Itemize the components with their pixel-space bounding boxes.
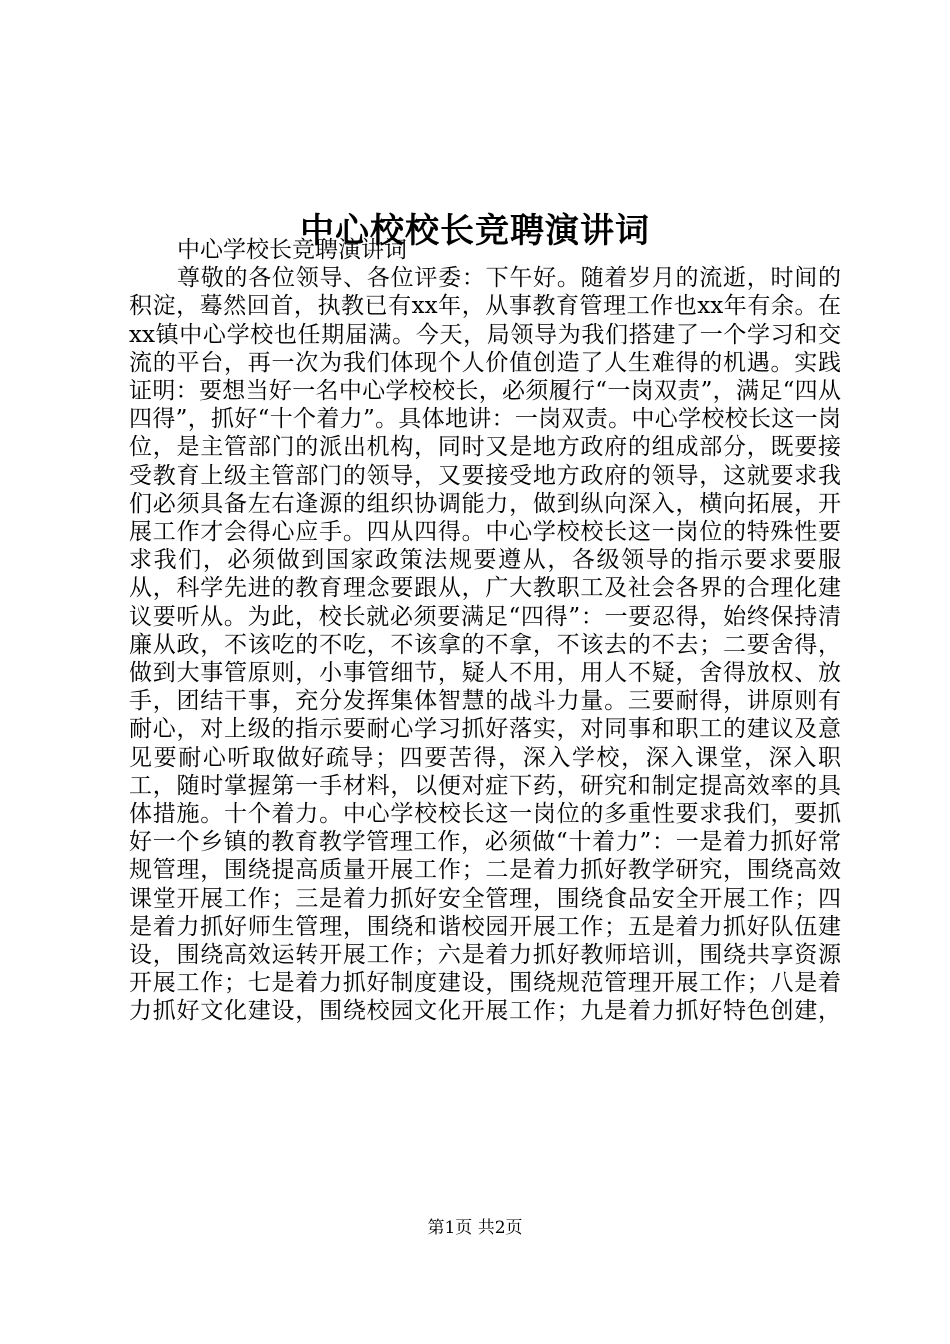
page-footer: 第1页 共2页 (427, 1218, 523, 1238)
document-body (129, 236, 841, 1026)
document-subtitle: 中心学校长竞聘演讲词 (177, 237, 407, 263)
body-paragraph: 尊敬的各位领导、各位评委：下午好。随着岁月的流逝，时间的积淀，蓦然回首，执教已有xx年，从事教育管理工作也xx年有余。在xx镇中心学校也任期届满。今天，局领导为我们搭建了一个学习和交流的平台，再一次为我们体现个人价值创造了人生难得的机遇。实践证明：要想当好一名中心学校校长，必须履行“一岗双责”，满足“四从四得”，抓好“十个着力”。具体地讲：一岗双责。中心学校校长这一岗位，是主管部门的派出机构，同时又是地方政府的组成部分，既要接受教育上级主管部门的领导，又要接受地方政府的领导，这就要求我们必须具备左右逢源的组织协调能力，做到纵向深入，横向拓展，开展工作才会得心应手。四从四得。中心学校校长这一岗位的特殊性要求我们，必须做到国家政策法规要遵从，各级领导的指示要求要服从，科学先进的教育理念要跟从，广大教职工及社会各界的合理化建议要听从。为此，校长就必须要满足“四得”：一要忍得，始终保持清廉从政，不该吃的不吃，不该拿的不拿，不该去的不去；二要舍得，做到大事管原则，小事管细节，疑人不用，用人不疑，舍得放权、放手，团结干事，充分发挥集体智慧的战斗力量。三要耐得，讲原则有耐心，对上级的指示要耐心学习抓好落实，对同事和职工的建议及意见要耐心听取做好疏导；四要苦得，深入学校，深入课堂，深入职工，随时掌握第一手材料，以便对症下药，研究和制定提高效率的具体措施。十个着力。中心学校校长这一岗位的多重性要求我们，要抓好一个乡镇的教育教学管理工作，必须做“十着力”：一是着力抓好常规管理，围绕提高质量开展工作；二是着力抓好教学研究，围绕高效课堂开展工作；三是着力抓好安全管理，围绕食品安全开展工作；四是着力抓好师生管理，围绕和谐校园开展工作；五是着力抓好队伍建设，围绕高效运转开展工作；六是着力抓好教师培训，围绕共享资源开展工作；七是着力抓好制度建设，围绕规范管理开展工作；八是着力抓好文化建设，围绕校园文化开展工作；九是着力抓好特色创建， (129, 265, 841, 1025)
page-title: 中心校校长竞聘演讲词 (300, 210, 650, 251)
